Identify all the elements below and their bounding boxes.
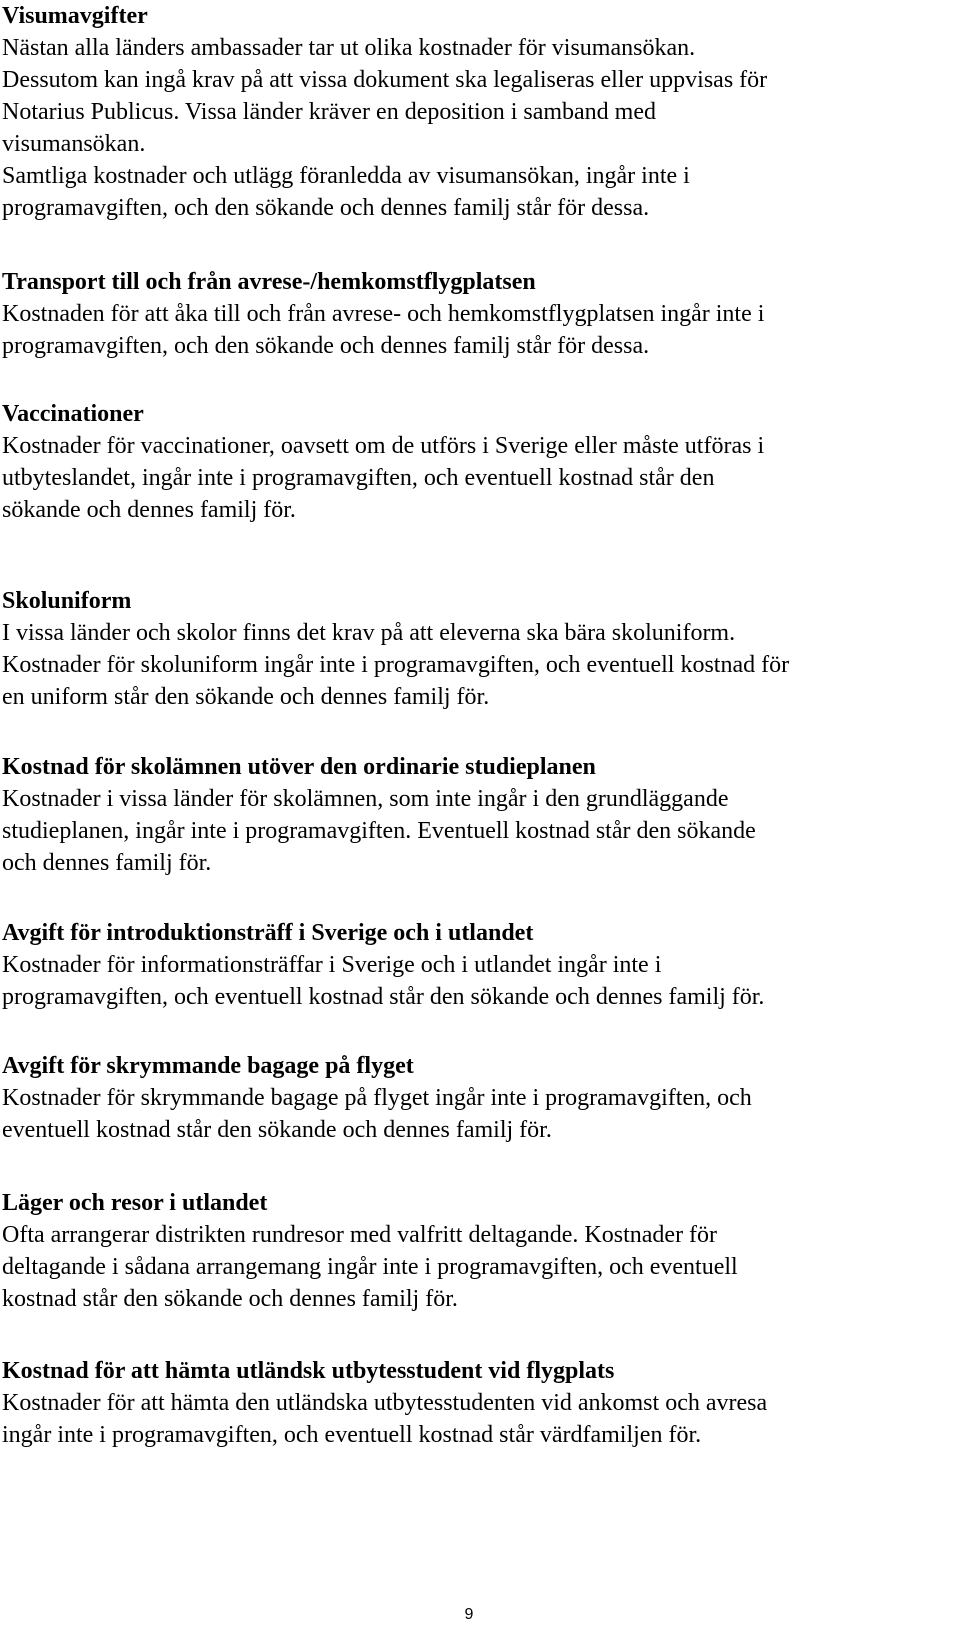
section-body <box>2 1387 767 1451</box>
body-line: Kostnaden för att åka till och från avrese- och hemkomstflygplatsen ingår inte i <box>2 301 765 327</box>
body-line: Nästan alla länders ambassader tar ut olika kostnader för visumansökan. <box>2 35 696 61</box>
body-line: en uniform står den sökande och dennes familj för. <box>2 684 490 710</box>
section-heading: Avgift för skrymmande bagage på flyget <box>2 1053 414 1079</box>
section-bagage <box>2 1050 752 1146</box>
section-heading: Läger och resor i utlandet <box>2 1190 268 1216</box>
page-number: 9 <box>464 1606 474 1623</box>
body-line: deltagande i sådana arrangemang ingår inte i programavgiften, och eventuell <box>2 1254 738 1280</box>
body-line: Ofta arrangerar distrikten rundresor med valfritt deltagande. Kostnader för <box>2 1222 718 1248</box>
section-lager-resor <box>2 1187 738 1315</box>
body-line: Kostnader för vaccinationer, oavsett om de utförs i Sverige eller måste utföras i <box>2 433 765 459</box>
body-line: programavgiften, och den sökande och dennes familj står för dessa. <box>2 195 650 221</box>
body-line: studieplanen, ingår inte i programavgiften. Eventuell kostnad står den sökande <box>2 818 756 844</box>
body-line: programavgiften, och den sökande och dennes familj står för dessa. <box>2 333 650 359</box>
body-line: Kostnader för skoluniform ingår inte i programavgiften, och eventuell kostnad för <box>2 652 790 678</box>
section-heading: Vaccinationer <box>2 401 144 427</box>
body-line: I vissa länder och skolor finns det krav på att eleverna ska bära skoluniform. <box>2 620 736 646</box>
section-heading: Avgift för introduktionsträff i Sverige och i utlandet <box>2 920 534 946</box>
section-body <box>2 430 764 526</box>
section-skolamnen <box>2 751 756 879</box>
section-heading: Kostnad för skolämnen utöver den ordinarie studieplanen <box>2 754 596 780</box>
section-body <box>2 783 756 879</box>
section-body <box>2 298 764 362</box>
section-hamta-utbytesstudent <box>2 1355 767 1451</box>
body-line: Samtliga kostnader och utlägg föranledda av visumansökan, ingår inte i <box>2 163 690 189</box>
section-heading: Visumavgifter <box>2 3 148 29</box>
body-line: Kostnader för informationsträffar i Sverige och i utlandet ingår inte i <box>2 952 662 978</box>
section-body <box>2 617 789 713</box>
body-line: Kostnader för att hämta den utländska utbytesstudenten vid ankomst och avresa <box>2 1390 768 1416</box>
section-introduktionstraff <box>2 917 764 1013</box>
body-line: ingår inte i programavgiften, och eventuell kostnad står värdfamiljen för. <box>2 1422 702 1448</box>
section-vaccinationer <box>2 398 764 526</box>
body-line: utbyteslandet, ingår inte i programavgiften, och eventuell kostnad står den <box>2 465 715 491</box>
body-line: visumansökan. <box>2 131 146 157</box>
body-line: Kostnader för skrymmande bagage på flyget ingår inte i programavgiften, och <box>2 1085 752 1111</box>
section-body <box>2 1082 752 1146</box>
section-body <box>2 1219 738 1315</box>
section-body <box>2 949 764 1013</box>
section-body <box>2 32 767 224</box>
section-heading: Transport till och från avrese-/hemkomstflygplatsen <box>2 269 536 295</box>
section-skoluniform <box>2 585 789 713</box>
section-heading: Skoluniform <box>2 588 132 614</box>
body-line: och dennes familj för. <box>2 850 212 876</box>
body-line: eventuell kostnad står den sökande och dennes familj för. <box>2 1117 552 1143</box>
body-line: Dessutom kan ingå krav på att vissa dokument ska legaliseras eller uppvisas för <box>2 67 768 93</box>
body-line: kostnad står den sökande och dennes familj för. <box>2 1286 458 1312</box>
body-line: Notarius Publicus. Vissa länder kräver en deposition i samband med <box>2 99 656 125</box>
body-line: sökande och dennes familj för. <box>2 497 296 523</box>
body-line: Kostnader i vissa länder för skolämnen, som inte ingår i den grundläggande <box>2 786 729 812</box>
section-visumavgifter <box>2 0 767 224</box>
body-line: programavgiften, och eventuell kostnad står den sökande och dennes familj för. <box>2 984 765 1010</box>
section-transport <box>2 266 764 362</box>
section-heading: Kostnad för att hämta utländsk utbytesstudent vid flygplats <box>2 1358 615 1384</box>
